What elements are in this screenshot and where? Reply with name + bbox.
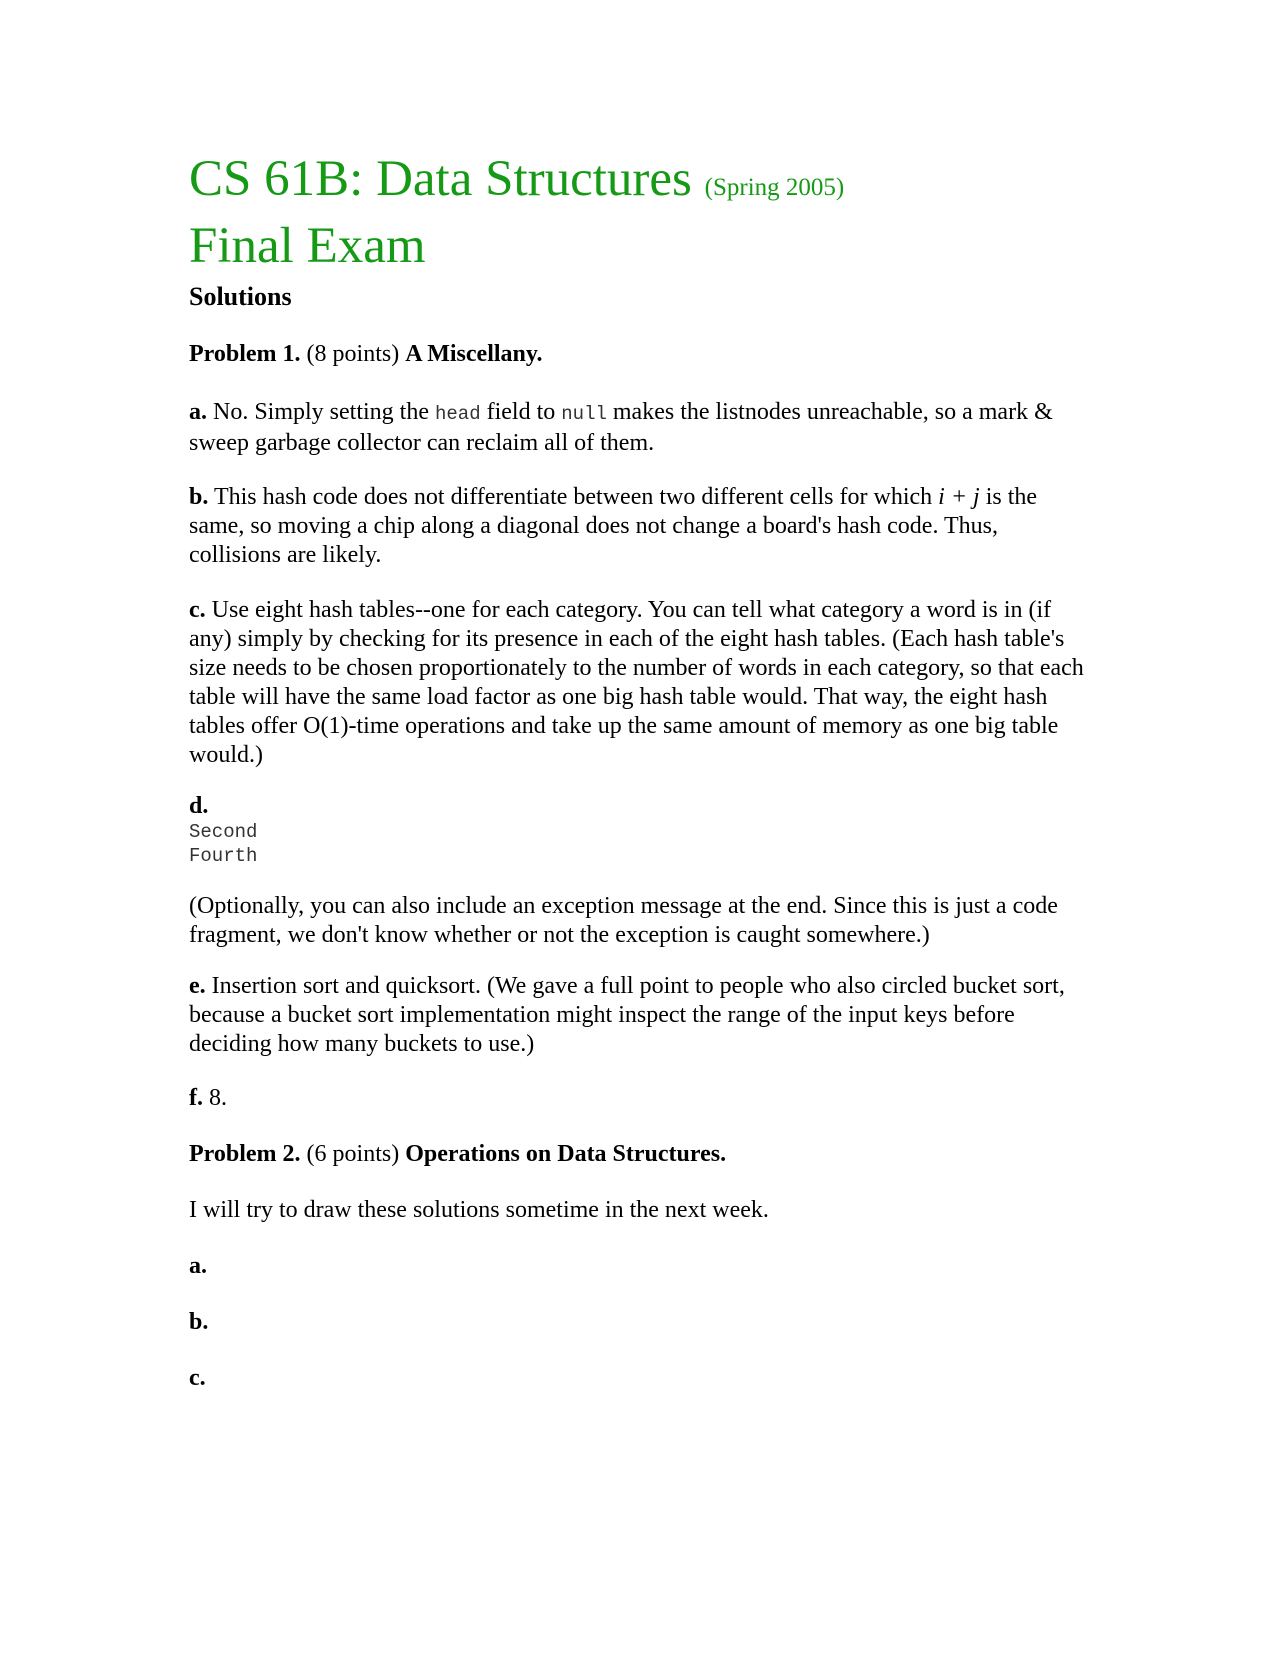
answer-1e-label: e. bbox=[189, 973, 206, 999]
page-title bbox=[189, 150, 1089, 275]
answer-1b-label: b. bbox=[189, 484, 209, 510]
output-line-2: Fourth bbox=[189, 845, 258, 867]
problem-2-intro: I will try to draw these solutions sometime in the next week. bbox=[189, 1197, 769, 1223]
course-title: CS 61B: Data Structures bbox=[189, 151, 692, 207]
answer-1d-label-line bbox=[189, 792, 1089, 821]
answer-2b-label: b. bbox=[189, 1309, 209, 1335]
answer-1a bbox=[189, 398, 1089, 458]
answer-1c-text: Use eight hash tables--one for each category. You can tell what category a word is in (if any) simply by checking for its presence in each of the eight hash tables. (Each hash table's size needs to be chosen proportionately to the number of words in each category, so that each table will have the same load factor as one big hash table would. That way, the eight hash tables offer O(1)-time operations and take up the same amount of memory as one big table would.) bbox=[189, 597, 1084, 768]
solutions-heading: Solutions bbox=[189, 282, 292, 311]
answer-1d-output bbox=[189, 820, 257, 868]
answer-1f-text: 8. bbox=[209, 1085, 227, 1111]
document-page bbox=[189, 150, 1089, 1391]
answer-1a-text-mid: field to bbox=[486, 399, 556, 425]
problem-1-name: A Miscellany. bbox=[405, 341, 543, 367]
answer-2c bbox=[189, 1364, 1089, 1393]
answer-1b bbox=[189, 483, 1089, 570]
answer-1c-label: c. bbox=[189, 597, 206, 623]
code-null: null bbox=[561, 403, 607, 425]
answer-2a-label: a. bbox=[189, 1253, 207, 1279]
answer-1e-text: Insertion sort and quicksort. (We gave a full point to people who also circled bucket sort, because a bucket sort implementation might inspect the range of the input keys before deciding how many buckets to use.) bbox=[189, 973, 1065, 1057]
answer-1f bbox=[189, 1084, 1089, 1113]
output-line-1: Second bbox=[189, 821, 258, 843]
math-expression: i + j bbox=[938, 484, 980, 510]
problem-2-label: Problem 2. bbox=[189, 1141, 301, 1167]
answer-1a-text-before: No. Simply setting the bbox=[213, 399, 429, 425]
problem-2-points: (6 points) bbox=[306, 1141, 400, 1167]
problem-1-points: (8 points) bbox=[306, 341, 400, 367]
problem-2-heading bbox=[189, 1140, 1089, 1169]
problem-2-name: Operations on Data Structures. bbox=[405, 1141, 727, 1167]
code-head: head bbox=[435, 403, 481, 425]
exam-title: Final Exam bbox=[189, 218, 426, 274]
answer-1f-label: f. bbox=[189, 1085, 203, 1111]
answer-1d-note: (Optionally, you can also include an exception message at the end. Since this is just a code fragment, we don't know whether or not the exception is caught somewhere.) bbox=[189, 893, 1058, 948]
answer-2a bbox=[189, 1252, 1089, 1281]
answer-1a-text-after: makes the listnodes unreachable, so a mark & sweep garbage collector can reclaim all of them. bbox=[189, 399, 1053, 456]
term-label: (Spring 2005) bbox=[704, 174, 845, 201]
answer-2b bbox=[189, 1308, 1089, 1337]
answer-1b-text-before: This hash code does not differentiate between two different cells for which bbox=[213, 484, 933, 510]
answer-1d-label: d. bbox=[189, 793, 209, 819]
problem-1-label: Problem 1. bbox=[189, 341, 301, 367]
answer-2c-label: c. bbox=[189, 1365, 206, 1391]
answer-1c bbox=[189, 596, 1089, 770]
answer-1e bbox=[189, 972, 1089, 1059]
answer-1a-label: a. bbox=[189, 399, 207, 425]
problem-1-heading bbox=[189, 340, 1089, 369]
answer-1b-text-after: is the same, so moving a chip along a diagonal does not change a board's hash code. Thus, collisions are likely. bbox=[189, 484, 1038, 568]
